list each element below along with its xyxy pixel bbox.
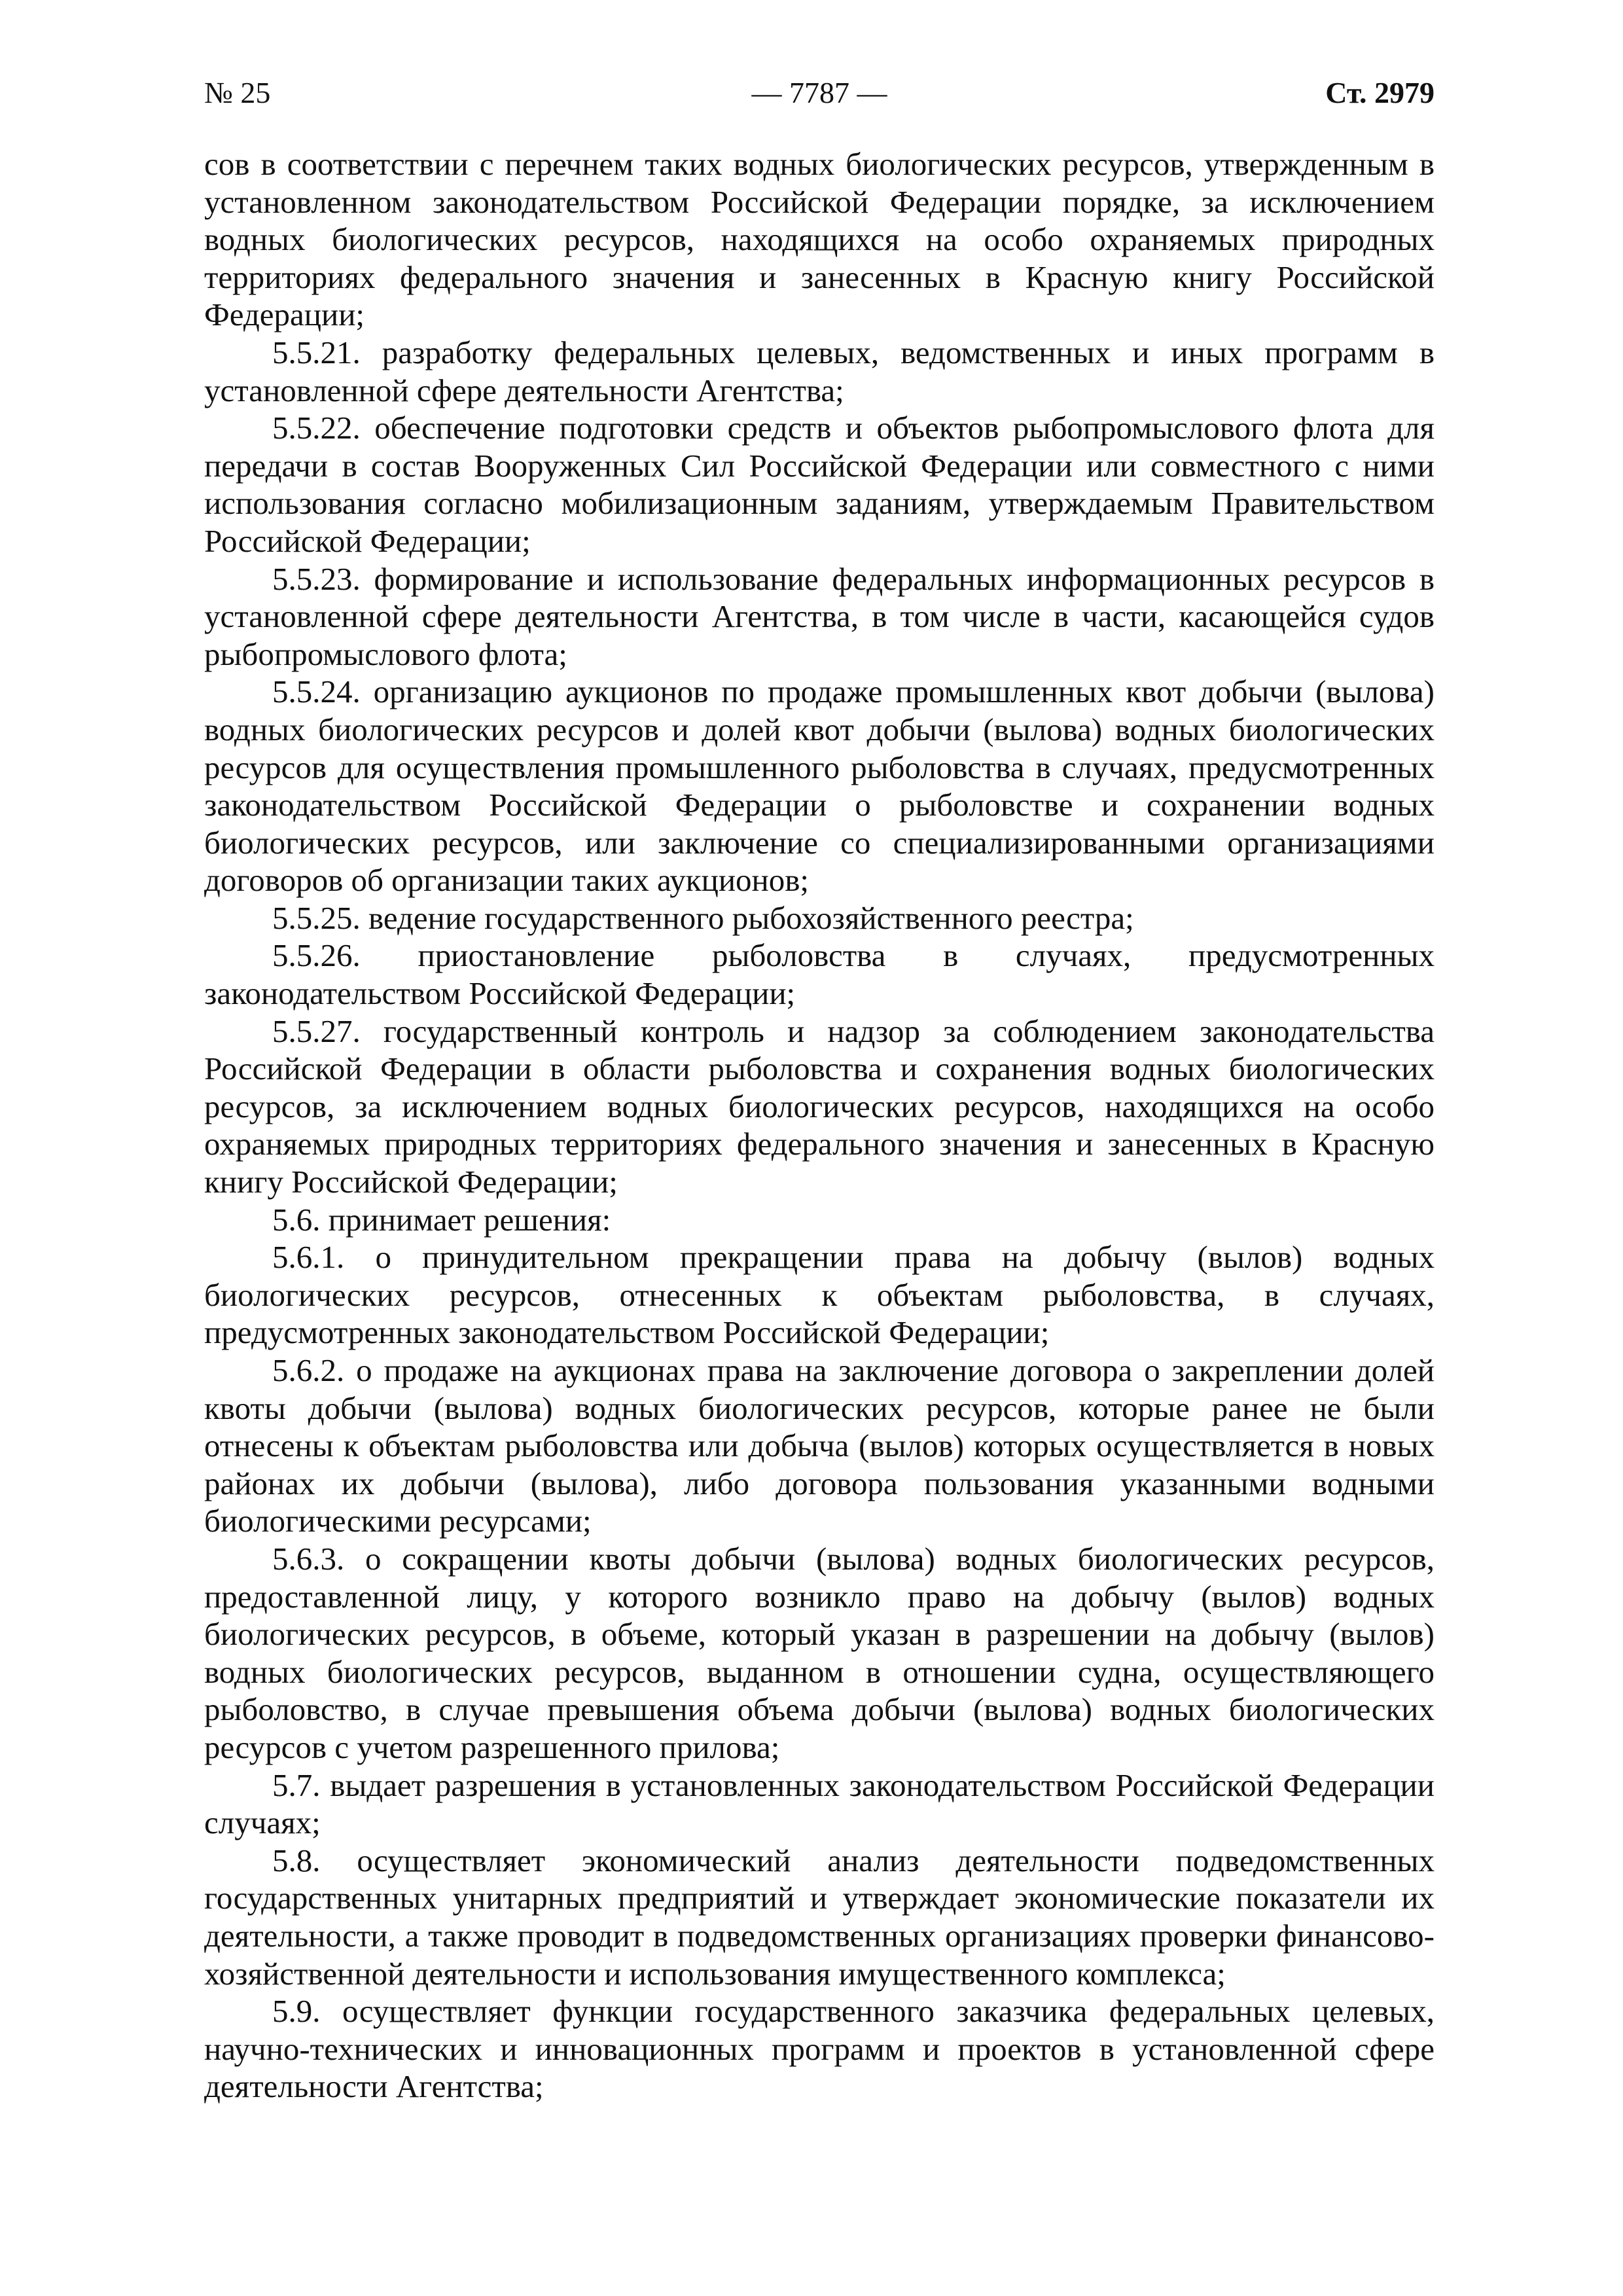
paragraph-5-5-23: 5.5.23. формирование и использование федеральных информационных ресурсов в установленной сфере деятельности Агентства, в том числе в части, касающейся судов рыбопромыслового флота; (204, 560, 1435, 672)
paragraph-5-5-25: 5.5.25. ведение государственного рыбохозяйственного реестра; (272, 899, 1134, 936)
issue-number: № 25 (204, 76, 271, 109)
paragraph-5-7: 5.7. выдает разрешения в установленных законодательством Российской Федерации случаях; (204, 1767, 1435, 1841)
paragraph-5-9: 5.9. осуществляет функции государственного заказчика федеральных целевых, научно-технических и инновационных программ и проектов в установленной сфере деятельности Агентства; (204, 1993, 1435, 2105)
page-number: — 7787 — (751, 76, 887, 109)
document-body (204, 145, 1435, 2106)
paragraph-continuation: сов в соответствии с перечнем таких водных биологических ресурсов, утвержденным в установленном законодательством Российской Федерации порядке, за исключением водных биологических ресурсов, находящихся на особо охраняемых природных территориях федерального значения и занесенных в Красную книгу Российской Федерации; (204, 146, 1435, 333)
article-number: Ст. 2979 (1325, 76, 1435, 109)
paragraph-5-5-21: 5.5.21. разработку федеральных целевых, ведомственных и иных программ в установленной сфере деятельности Агентства; (204, 334, 1435, 408)
paragraph-5-5-24: 5.5.24. организацию аукционов по продаже промышленных квот добычи (вылова) водных биологических ресурсов и долей квот добычи (вылова) водных биологических ресурсов для осуществления промышленного рыболовства в случаях, предусмотренных законодательством Российской Федерации о рыболовстве и сохранении водных биологических ресурсов, или заключение со специализированными организациями договоров об организации таких аукционов; (204, 673, 1435, 899)
paragraph-5-5-27: 5.5.27. государственный контроль и надзор за соблюдением законодательства Российской Федерации в области рыболовства и сохранения водных биологических ресурсов, за исключением водных биологических ресурсов, находящихся на особо охраняемых природных территориях федерального значения и занесенных в Красную книгу Российской Федерации; (204, 1013, 1435, 1200)
paragraph-5-8: 5.8. осуществляет экономический анализ деятельности подведомственных государственных унитарных предприятий и утверждает экономические показатели их деятельности, а также проводит в подведомственных организациях проверки финансово-хозяйственной деятельности и использования имущественного комплекса; (204, 1842, 1435, 1992)
paragraph-5-5-26: 5.5.26. приостановление рыболовства в случаях, предусмотренных законодательством Российской Федерации; (204, 937, 1435, 1012)
paragraph-5-6: 5.6. принимает решения: (272, 1201, 611, 1238)
document-page (204, 68, 1435, 2106)
paragraph-5-6-2: 5.6.2. о продаже на аукционах права на заключение договора о закреплении долей квоты добычи (вылова) водных биологических ресурсов, которые ранее не были отнесены к объектам рыболовства или добыча (вылов) которых осуществляется в новых районах их добычи (вылова), либо договора пользования указанными водными биологическими ресурсами; (204, 1352, 1435, 1539)
page-header (204, 68, 1435, 118)
paragraph-5-5-22: 5.5.22. обеспечение подготовки средств и объектов рыбопромыслового флота для передачи в состав Вооруженных Сил Российской Федерации или совместного с ними использования согласно мобилизационным заданиям, утверждаемым Правительством Российской Федерации; (204, 410, 1435, 559)
paragraph-5-6-3: 5.6.3. о сокращении квоты добычи (вылова) водных биологических ресурсов, предоставленной лицу, у которого возникло право на добычу (вылов) водных биологических ресурсов, в объеме, который указан в разрешении на добычу (вылов) водных биологических ресурсов, выданном в отношении судна, осуществляющего рыболовство, в случае превышения объема добычи (вылова) водных биологических ресурсов с учетом разрешенного прилова; (204, 1540, 1435, 1765)
paragraph-5-6-1: 5.6.1. о принудительном прекращении права на добычу (вылов) водных биологических ресурсов, отнесенных к объектам рыболовства, в случаях, предусмотренных законодательством Российской Федерации; (204, 1239, 1435, 1351)
